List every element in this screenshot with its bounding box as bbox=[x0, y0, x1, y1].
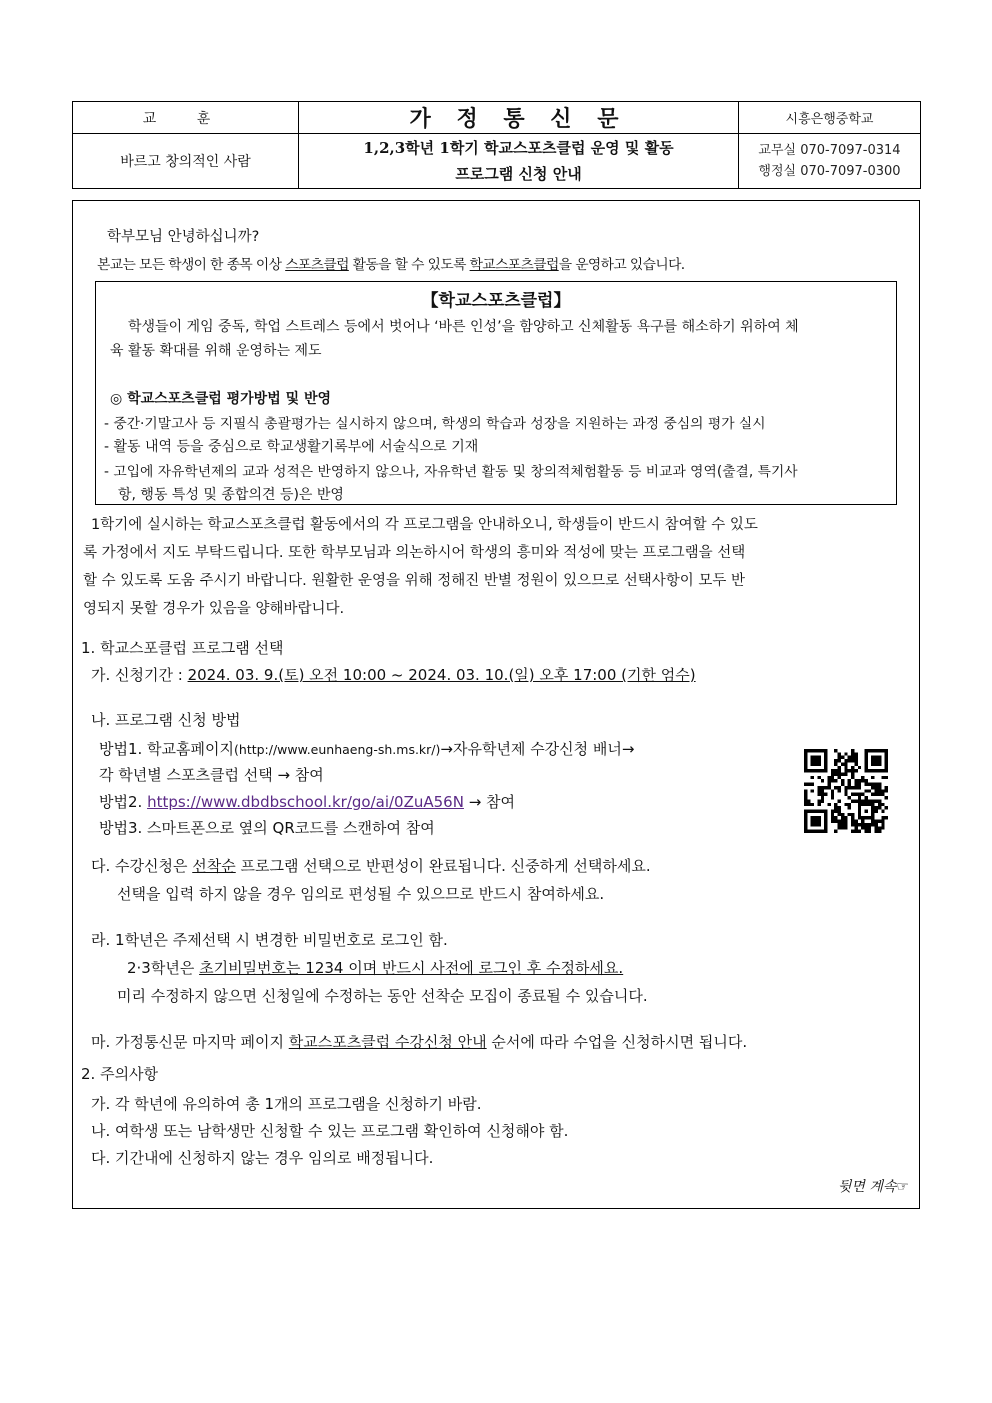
method-1: 방법1. 학교홈페이지(http://www.eunhaeng-sh.ms.kr/)→자유학년제 수강신청 배너→ bbox=[99, 740, 635, 758]
phone-cell bbox=[739, 134, 921, 189]
subject-line-2: 프로그램 신청 안내 bbox=[455, 165, 582, 183]
apply-period: 가. 신청기간 : 2024. 03. 9.(토) 오전 10:00 ~ 2024. 03. 10.(일) 오후 17:00 (기한 엄수) bbox=[91, 666, 696, 684]
method-1-cont: 각 학년별 스포츠클럽 선택 → 참여 bbox=[99, 766, 324, 784]
header-table bbox=[72, 101, 921, 189]
main-content bbox=[72, 200, 920, 1209]
caution-item-1: 가. 각 학년에 유의하여 총 1개의 프로그램을 신청하기 바람. bbox=[91, 1095, 482, 1113]
greeting-line-1: 학부모님 안녕하십니까? bbox=[107, 229, 260, 245]
section-2-heading: 2. 주의사항 bbox=[81, 1065, 159, 1083]
eval-item-1: - 중간·기말고사 등 지필식 총괄평가는 실시하지 않으며, 학생의 학습과 성장을 지원하는 과정 중심의 평가 실시 bbox=[104, 416, 766, 432]
notice-da-line-2: 선택을 입력 하지 않을 경우 임의로 편성될 수 있으므로 반드시 참여하세요. bbox=[117, 885, 605, 903]
school-homepage-url[interactable]: (http://www.eunhaeng-sh.ms.kr/) bbox=[234, 742, 441, 757]
caution-item-3: 다. 기간내에 신청하지 않는 경우 임의로 배정됩니다. bbox=[91, 1149, 434, 1167]
notice-da: 다. 수강신청은 선착순 프로그램 선택으로 반편성이 완료됩니다. 신중하게 선택하세요. bbox=[91, 857, 651, 875]
school-name: 시흥은행중학교 bbox=[739, 102, 921, 134]
notice-ma: 마. 가정통신문 마지막 페이지 학교스포츠클럽 수강신청 안내 순서에 따라 수업을 신청하시면 됩니다. bbox=[91, 1033, 748, 1051]
method-heading: 나. 프로그램 신청 방법 bbox=[91, 711, 241, 729]
intro-line-3: 할 수 있도록 도움 주시기 바랍니다. 원활한 운영을 위해 정해진 반별 정원이 있으므로 선택사항이 모두 반 bbox=[83, 573, 746, 589]
info-box bbox=[95, 281, 897, 505]
phone-academic: 교무실 070-7097-0314 bbox=[758, 143, 901, 158]
eval-item-3a: - 고입에 자유학년제의 교과 성적은 반영하지 않으나, 자유학년 활동 및 창의적체험활동 등 비교과 영역(출결, 특기사 bbox=[104, 464, 798, 480]
method-3: 방법3. 스마트폰으로 옆의 QR코드를 스캔하여 참여 bbox=[99, 819, 435, 837]
section-1-heading: 1. 학교스포클럽 프로그램 선택 bbox=[81, 639, 284, 657]
continue-note: 뒷면 계속☞ bbox=[837, 1179, 909, 1195]
info-desc-line-2: 육 활동 확대를 위해 운영하는 제도 bbox=[110, 343, 322, 359]
notice-ra-line-3: 미리 수정하지 않으면 신청일에 수정하는 동안 선착순 모집이 종료될 수 있습니다. bbox=[117, 987, 648, 1005]
school-motto: 바르고 창의적인 사람 bbox=[73, 134, 299, 189]
info-desc-line-1: 학생들이 게임 중독, 학업 스트레스 등에서 벗어나 ‘바른 인성’을 함양하고 신체활동 욕구를 해소하기 위하여 체 bbox=[128, 319, 799, 335]
doc-title: 가 정 통 신 문 bbox=[299, 102, 739, 134]
motto-label: 교 훈 bbox=[73, 102, 299, 134]
subject-cell bbox=[299, 134, 739, 189]
caution-item-2: 나. 여학생 또는 남학생만 신청할 수 있는 프로그램 확인하여 신청해야 함. bbox=[91, 1122, 569, 1140]
info-box-title: 【학교스포츠클럽】 bbox=[421, 291, 571, 311]
intro-line-4: 영되지 못할 경우가 있음을 양해바랍니다. bbox=[83, 601, 345, 617]
notice-ra-line-1: 라. 1학년은 주제선택 시 변경한 비밀번호로 로그인 함. bbox=[91, 931, 448, 949]
registration-link[interactable]: https://www.dbdbschool.kr/go/ai/0ZuA56N bbox=[147, 793, 464, 811]
qr-code-icon[interactable] bbox=[804, 749, 888, 833]
eval-item-2: - 활동 내역 등을 중심으로 학교생활기록부에 서술식으로 기재 bbox=[104, 439, 479, 455]
subject-line-1: 1,2,3학년 1학기 학교스포츠클럽 운영 및 활동 bbox=[363, 139, 674, 157]
notice-ra-line-2: 2·3학년은 초기비밀번호는 1234 이며 반드시 사전에 로그인 후 수정하세요. bbox=[127, 959, 624, 977]
eval-item-3b: 항, 행동 특성 및 종합의견 등)은 반영 bbox=[118, 487, 344, 503]
phone-admin: 행정실 070-7097-0300 bbox=[758, 164, 901, 179]
intro-line-1: 1학기에 실시하는 학교스포츠클럽 활동에서의 각 프로그램을 안내하오니, 학생들이 반드시 참여할 수 있도 bbox=[91, 517, 758, 533]
intro-line-2: 록 가정에서 지도 부탁드립니다. 또한 학부모님과 의논하시어 학생의 흥미와 적성에 맞는 프로그램을 선택 bbox=[83, 545, 746, 561]
eval-title: ◎ 학교스포츠클럽 평가방법 및 반영 bbox=[110, 391, 332, 407]
apply-period-dates: 2024. 03. 9.(토) 오전 10:00 ~ 2024. 03. 10.(일) 오후 17:00 (기한 엄수) bbox=[187, 666, 696, 684]
greeting-line-2: 본교는 모든 학생이 한 종목 이상 스포츠클럽 활동을 할 수 있도록 학교스포츠클럽을 운영하고 있습니다. bbox=[97, 257, 685, 273]
method-2: 방법2. https://www.dbdbschool.kr/go/ai/0ZuA56N → 참여 bbox=[99, 793, 516, 811]
